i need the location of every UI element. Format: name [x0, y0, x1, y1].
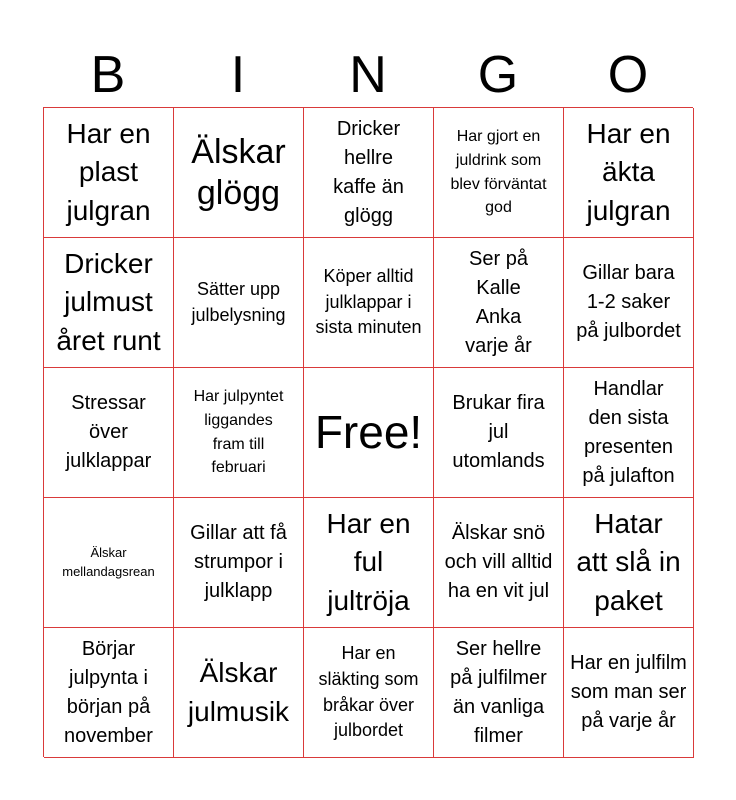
bingo-cell[interactable]	[434, 368, 564, 498]
bingo-cell[interactable]	[564, 368, 694, 498]
cell-text: Brukar fira jul utomlands	[452, 392, 545, 472]
bingo-cell[interactable]	[44, 108, 174, 238]
bingo-cell[interactable]	[304, 498, 434, 628]
header-letter-o: O	[607, 46, 649, 104]
cell-text: Hatar att slå in paket	[576, 507, 681, 616]
header-letter-g: G	[477, 46, 519, 104]
cell-text: Har julpyntet liggandes fram till februari	[193, 388, 284, 477]
free-space-cell[interactable]	[304, 368, 434, 498]
header-letter-i: I	[230, 46, 246, 104]
bingo-cell[interactable]	[564, 108, 694, 238]
cell-text: Älskar snö och vill alltid ha en vit jul	[444, 522, 553, 602]
cell-text: Har en släkting som bråkar över julbordet	[318, 643, 419, 741]
cell-text: Dricker hellre kaffe än glögg	[333, 117, 404, 227]
header-letter-b: B	[90, 46, 126, 104]
cell-text: Älskar mellandagsrean	[62, 545, 155, 579]
bingo-grid	[43, 107, 693, 757]
bingo-cell[interactable]	[44, 628, 174, 758]
cell-text: Har en äkta julgran	[586, 117, 671, 226]
cell-text: Har gjort en juldrink som blev förväntat god	[450, 128, 547, 217]
cell-text: Sätter upp julbelysning	[191, 278, 286, 325]
bingo-cell[interactable]	[174, 498, 304, 628]
cell-text: Ser hellre på julfilmer än vanliga filmer	[450, 637, 547, 747]
bingo-cell[interactable]	[304, 108, 434, 238]
cell-text: Har en ful jultröja	[326, 507, 411, 616]
bingo-cell[interactable]	[174, 108, 304, 238]
bingo-cell[interactable]	[304, 628, 434, 758]
cell-text: Köper alltid julklappar i sista minuten	[315, 266, 422, 338]
bingo-cell[interactable]	[44, 368, 174, 498]
cell-text: Älskar glögg	[191, 133, 286, 212]
cell-text: Gillar bara 1-2 saker på julbordet	[576, 262, 681, 342]
cell-text: Älskar julmusik	[187, 656, 290, 727]
header-letter-n: N	[349, 46, 387, 104]
bingo-cell[interactable]	[304, 238, 434, 368]
cell-text: Gillar att få strumpor i julklapp	[190, 522, 287, 602]
cell-text: Stressar över julklappar	[65, 392, 152, 472]
cell-text: Börjar julpynta i början på november	[64, 637, 153, 747]
cell-text: Har en plast julgran	[66, 117, 151, 226]
cell-text: Ser på Kalle Anka varje år	[465, 247, 532, 357]
bingo-cell[interactable]	[174, 368, 304, 498]
bingo-cell[interactable]	[44, 238, 174, 368]
bingo-cell[interactable]	[434, 238, 564, 368]
cell-text: Dricker julmust året runt	[56, 247, 161, 356]
bingo-cell[interactable]	[44, 498, 174, 628]
bingo-cell[interactable]	[174, 628, 304, 758]
bingo-cell[interactable]	[434, 628, 564, 758]
cell-text: Handlar den sista presenten på julafton	[582, 377, 675, 487]
cell-text: Har en julfilm som man ser på varje år	[570, 652, 687, 732]
bingo-cell[interactable]	[564, 498, 694, 628]
bingo-header	[43, 44, 693, 106]
free-space-text: Free!	[314, 405, 423, 458]
bingo-cell[interactable]	[564, 628, 694, 758]
bingo-cell[interactable]	[174, 238, 304, 368]
bingo-cell[interactable]	[434, 108, 564, 238]
bingo-cell[interactable]	[564, 238, 694, 368]
bingo-cell[interactable]	[434, 498, 564, 628]
